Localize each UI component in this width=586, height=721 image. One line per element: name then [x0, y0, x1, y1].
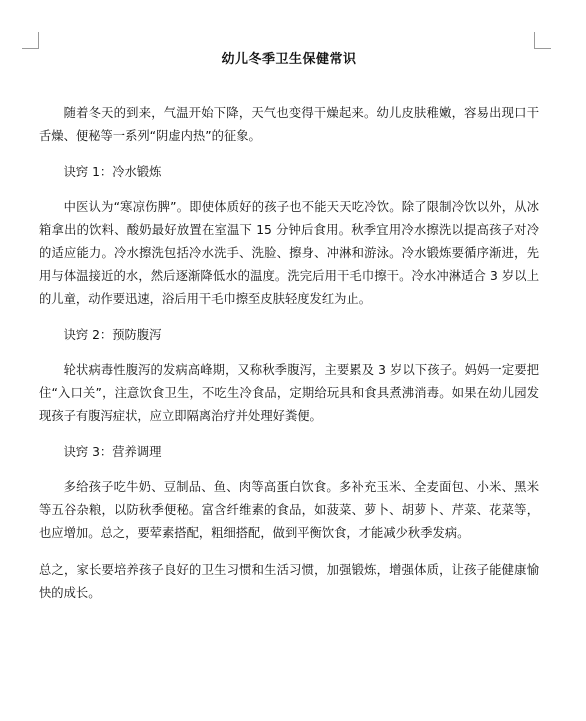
conclusion-paragraph: 总之，家长要培养孩子良好的卫生习惯和生活习惯，加强锻炼，增强体质，让孩子能健康愉快的成长。 [39, 563, 539, 600]
section-heading-2: 诀窍 2：预防腹泻 [63, 328, 162, 342]
section-body-2: 轮状病毒性腹泻的发病高峰期，又称秋季腹泻，主要累及 3 岁以下孩子。妈妈一定要把住“入口关”，注意饮食卫生，不吃生冷食品，定期给玩具和食具煮沸消毒。如果在幼儿园发现孩子有腹泻症状，应立即隔离治疗并处理好粪便。 [39, 363, 539, 423]
crop-mark-top-left [22, 32, 39, 49]
crop-mark-top-right [534, 32, 551, 49]
document-body [39, 50, 539, 619]
intro-paragraph: 随着冬天的到来，气温开始下降，天气也变得干燥起来。幼儿皮肤稚嫩，容易出现口干舌燥、便秘等一系列“阴虚内热”的征象。 [39, 106, 539, 143]
section-heading-3: 诀窍 3：营养调理 [63, 445, 162, 459]
section-body-1: 中医认为“寒凉伤脾”。即使体质好的孩子也不能天天吃冷饮。除了限制冷饮以外，从冰箱拿出的饮料、酸奶最好放置在室温下 15 分钟后食用。秋季宜用冷水擦洗以提高孩子对冷的适应能力。冷水擦洗包括冷水洗手、洗脸、擦身、冲淋和游泳。冷水锻炼要循序渐进，先用与体温接近的水，然后逐渐降低水的温度。洗完后用干毛巾擦干。冷水冲淋适合 3 岁以上的儿童，动作要迅速，浴后用干毛巾擦至皮肤轻度发红为止。 [39, 200, 539, 306]
section-body-3: 多给孩子吃牛奶、豆制品、鱼、肉等高蛋白饮食。多补充玉米、全麦面包、小米、黑米等五谷杂粮，以防秋季便秘。富含纤维素的食品，如菠菜、萝卜、胡萝卜、芹菜、花菜等，也应增加。总之，要荤素搭配，粗细搭配，做到平衡饮食，才能减少秋季发病。 [39, 480, 539, 540]
document-title: 幼儿冬季卫生保健常识 [221, 52, 357, 67]
section-heading-1: 诀窍 1：冷水锻炼 [63, 165, 162, 179]
